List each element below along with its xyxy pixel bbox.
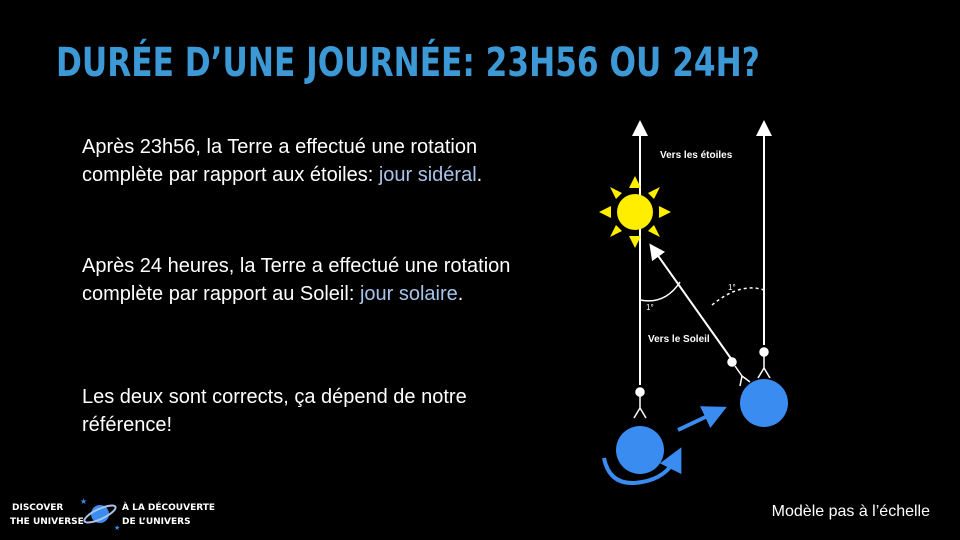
observer-icon-1	[634, 388, 646, 418]
angle-label-2: 1°	[728, 283, 736, 292]
paragraph-text: Après 24 heures, la Terre a effectué une rotation complète par rapport au Soleil:	[82, 255, 511, 305]
angle-arc-2	[712, 288, 764, 305]
svg-text:★: ★	[114, 524, 121, 532]
highlight-term-solar-day: jour solaire	[359, 283, 458, 305]
orbit-motion-arrow	[678, 412, 716, 430]
angle-label-1: 1°	[646, 303, 654, 312]
label-towards-sun: Vers le Soleil	[648, 334, 710, 345]
discover-universe-logo	[10, 490, 216, 536]
paragraph-solar	[82, 252, 542, 308]
observer-icon-rotated	[728, 358, 750, 386]
observer-icon-2	[758, 348, 770, 378]
logo-left-line1: DISCOVER	[12, 503, 64, 513]
earth-2	[740, 379, 788, 427]
scale-disclaimer: Modèle pas à l’échelle	[771, 503, 930, 520]
label-towards-stars: Vers les étoiles	[660, 150, 733, 161]
earth-1	[616, 426, 664, 474]
slide-title: DURÉE D’UNE JOURNÉE: 23H56 OU 24H?	[56, 40, 760, 86]
sun	[599, 176, 671, 248]
paragraph-punctuation: .	[457, 283, 464, 305]
paragraph-text: Les deux sont corrects, ça dépend de notre référence!	[82, 386, 467, 436]
svg-text:★: ★	[80, 497, 88, 506]
paragraph-conclusion	[82, 383, 542, 439]
highlight-term-sidereal-day: jour sidéral	[378, 164, 477, 186]
paragraph-punctuation: .	[476, 164, 483, 186]
paragraph-sidereal	[82, 133, 542, 189]
planet-logo-icon	[80, 497, 120, 532]
logo-right-line2: DE L’UNIVERS	[122, 517, 191, 527]
paragraph-text: Après 23h56, la Terre a effectué une rotation complète par rapport aux étoiles:	[82, 136, 478, 186]
earth-rotation-diagram	[580, 110, 940, 490]
logo-left-line2: THE UNIVERSE	[10, 517, 84, 527]
logo-right-line1: À LA DÉCOUVERTE	[122, 503, 216, 513]
angle-arc-1	[640, 282, 680, 301]
